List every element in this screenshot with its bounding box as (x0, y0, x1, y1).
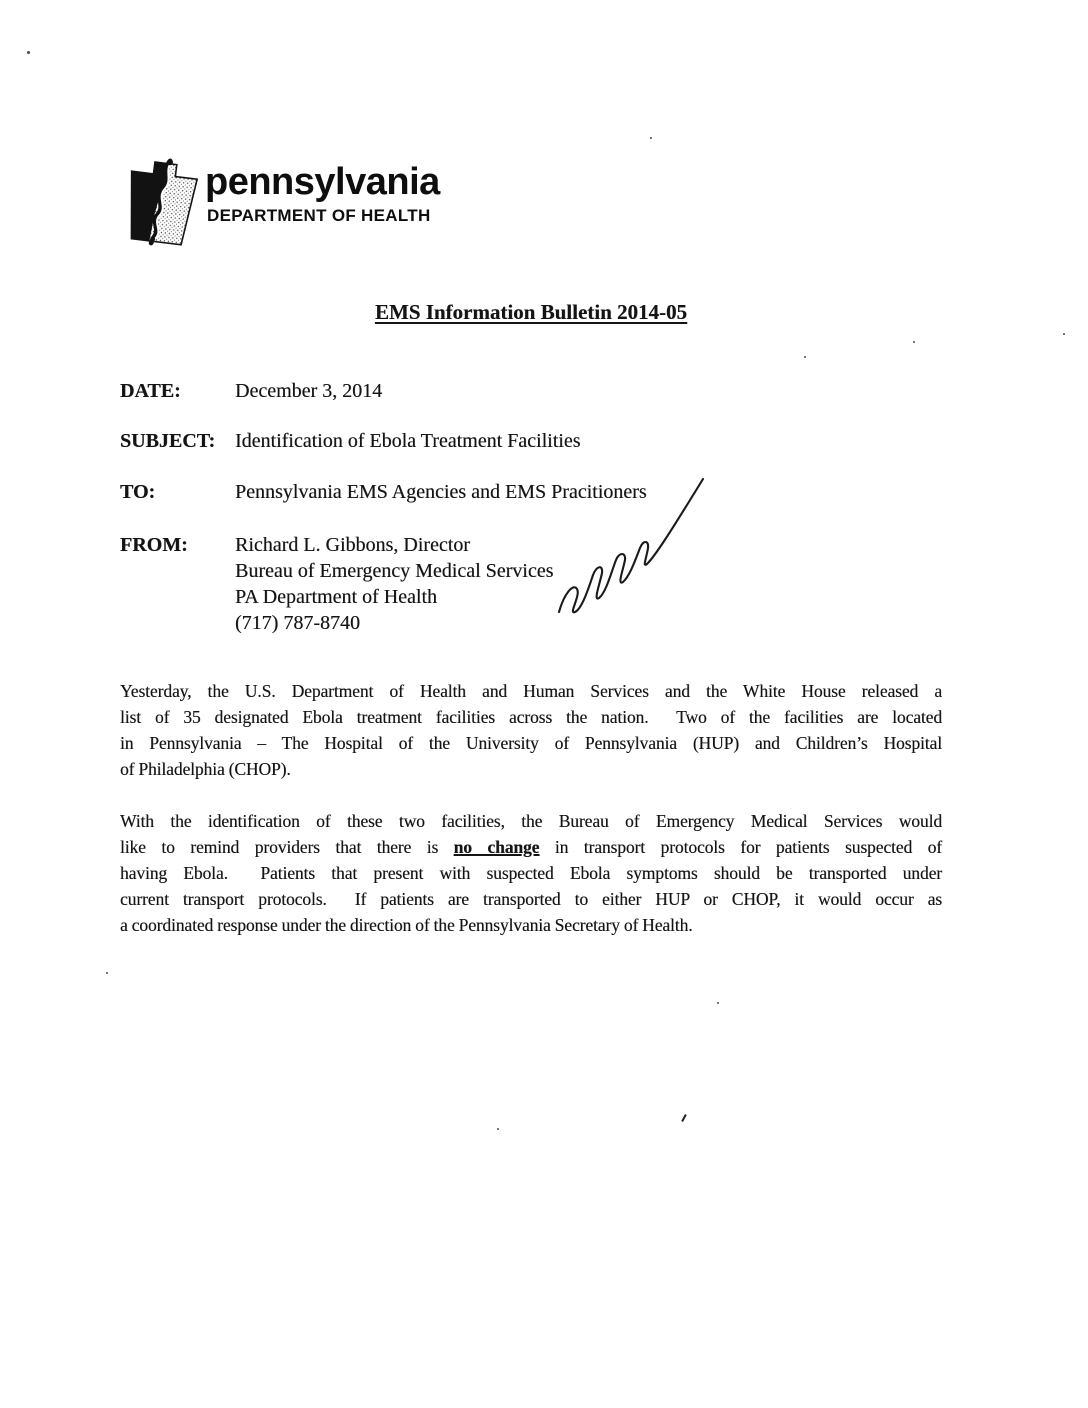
from-line-name: Richard L. Gibbons, Director (235, 534, 470, 556)
from-line-phone: (717) 787-8740 (235, 612, 360, 634)
from-value (235, 532, 553, 636)
p2-line4: current transport protocols. If patients are transported to either HUP or CHOP, it would occur as (120, 889, 942, 909)
subject-label: SUBJECT: (120, 430, 216, 452)
handwritten-signature (543, 466, 713, 626)
logo-wordmark: pennsylvania (205, 161, 440, 203)
date-label: DATE: (120, 380, 181, 402)
scan-speck (650, 137, 652, 139)
scan-speck (27, 51, 30, 54)
p2-line3: having Ebola. Patients that present with suspected Ebola symptoms should be transported under (120, 863, 942, 883)
p2-line5: a coordinated response under the direction of the Pennsylvania Secretary of Health. (120, 915, 693, 935)
scan-speck (106, 972, 108, 974)
date-value: December 3, 2014 (235, 380, 383, 402)
from-line-dept: PA Department of Health (235, 586, 438, 608)
p1-line4: of Philadelphia (CHOP). (120, 759, 291, 779)
no-change-emphasis: no change (453, 837, 540, 857)
from-line-bureau: Bureau of Emergency Medical Services (235, 560, 554, 582)
scan-speck (717, 1002, 719, 1004)
scan-speck (804, 356, 806, 358)
scan-speck (1063, 333, 1065, 335)
logo-subtitle: DEPARTMENT OF HEALTH (207, 206, 431, 225)
p2-line2 (120, 834, 942, 860)
to-value: Pennsylvania EMS Agencies and EMS Pracitioners (235, 481, 647, 503)
scan-speck (913, 341, 915, 343)
bulletin-title: EMS Information Bulletin 2014-05 (374, 300, 688, 324)
paragraph-2 (120, 808, 942, 938)
paragraph-1 (120, 678, 942, 782)
p1-line1: Yesterday, the U.S. Department of Health and Human Services and the White House released a (120, 681, 942, 701)
p2-line2-pre: like to remind providers that there is (120, 837, 454, 857)
subject-value: Identification of Ebola Treatment Facilities (235, 430, 581, 452)
keystone-caduceus-icon (120, 155, 204, 251)
scan-stray-mark (681, 1114, 687, 1122)
scan-speck (497, 1128, 499, 1130)
to-label: TO: (120, 481, 156, 503)
from-label: FROM: (120, 534, 188, 556)
p2-line2-post: in transport protocols for patients suspected of (539, 837, 942, 857)
p1-line2: list of 35 designated Ebola treatment facilities across the nation. Two of the facilities are located (120, 707, 942, 727)
p2-line1: With the identification of these two facilities, the Bureau of Emergency Medical Services would (120, 811, 942, 831)
p1-line3: in Pennsylvania – The Hospital of the University of Pennsylvania (HUP) and Children’s Hospital (120, 733, 942, 753)
